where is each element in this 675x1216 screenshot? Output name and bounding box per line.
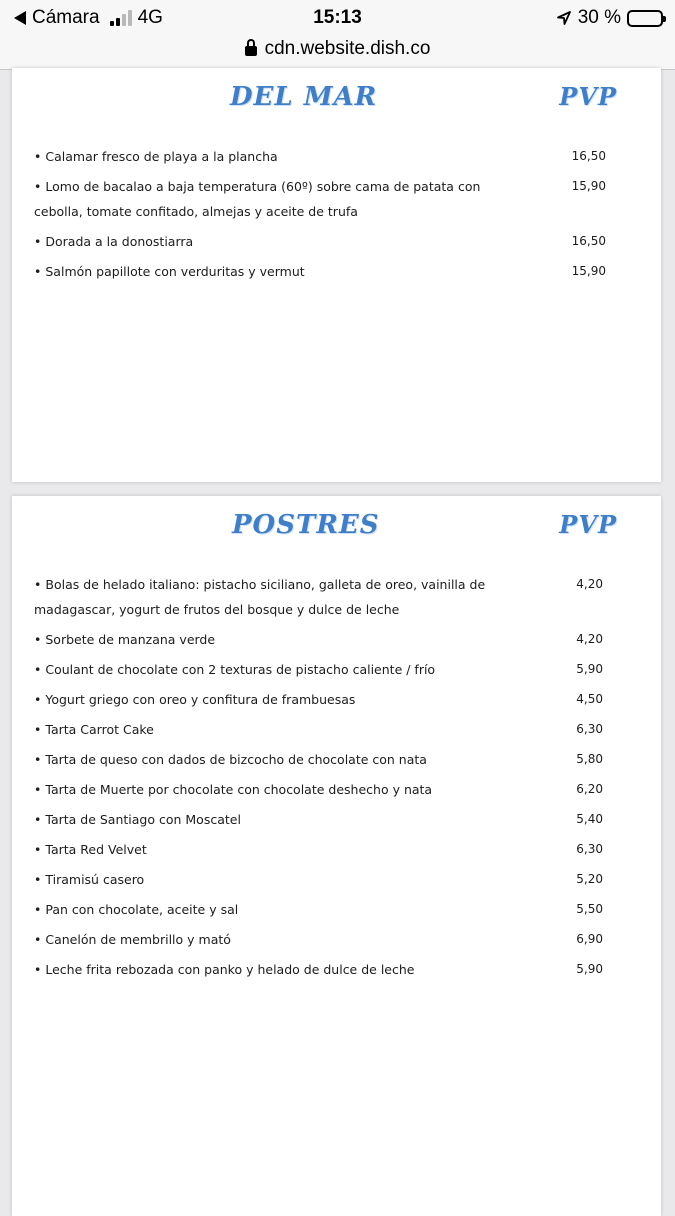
menu-section-del-mar <box>12 68 661 482</box>
section-title: POSTRES <box>232 510 380 540</box>
menu-item: • Salmón papillote con verduritas y vermut 15,90 <box>34 259 661 284</box>
menu-item-price: 5,40 <box>576 812 603 826</box>
menu-item: • Dorada a la donostiarra 16,50 <box>34 229 661 254</box>
menu-item: • Canelón de membrillo y mató 6,90 <box>34 927 661 952</box>
location-arrow-icon <box>556 10 572 26</box>
menu-item-price: 16,50 <box>571 234 606 248</box>
menu-item-price: 6,20 <box>576 782 603 796</box>
menu-item-price: 4,50 <box>576 692 603 706</box>
back-app-label: Cámara <box>32 7 100 28</box>
menu-item: • Tiramisú casero 5,20 <box>34 867 661 892</box>
menu-item: • Tarta de queso con dados de bizcocho de chocolate con nata 5,80 <box>34 747 661 772</box>
menu-item-name: Canelón de membrillo y mató <box>45 932 231 947</box>
menu-item-name: Sorbete de manzana verde <box>45 632 216 647</box>
price-header: PVP <box>559 510 617 539</box>
menu-item-name: Bolas de helado italiano: pistacho siciliano, galleta de oreo, vainilla de madagascar, yogurt de frutos del bosque y dulce de leche <box>34 577 486 617</box>
section-title: DEL MAR <box>230 82 378 112</box>
status-right <box>556 7 663 29</box>
menu-item: • Coulant de chocolate con 2 texturas de pistacho caliente / frío 5,90 <box>34 657 661 682</box>
url-text: cdn.website.dish.co <box>264 38 431 59</box>
menu-item-price: 4,20 <box>576 577 603 591</box>
battery-icon <box>627 10 663 27</box>
menu-item: • Lomo de bacalao a baja temperatura (60º) sobre cama de patata con cebolla, tomate confitado, almejas y aceite de trufa 15,90 <box>34 174 661 224</box>
menu-section-postres <box>12 496 661 1216</box>
menu-item-name: Lomo de bacalao a baja temperatura (60º) sobre cama de patata con cebolla, tomate confitado, almejas y aceite de trufa <box>34 179 481 219</box>
menu-item: • Tarta de Santiago con Moscatel 5,40 <box>34 807 661 832</box>
menu-item-name: Dorada a la donostiarra <box>45 234 194 249</box>
menu-item-price: 4,20 <box>576 632 603 646</box>
lock-icon <box>245 46 257 56</box>
menu-item: • Sorbete de manzana verde 4,20 <box>34 627 661 652</box>
menu-item-list <box>34 144 661 289</box>
menu-item: • Yogurt griego con oreo y confitura de frambuesas 4,50 <box>34 687 661 712</box>
menu-item-name: Coulant de chocolate con 2 texturas de pistacho caliente / frío <box>45 662 436 677</box>
menu-item-price: 6,90 <box>576 932 603 946</box>
menu-item-name: Leche frita rebozada con panko y helado de dulce de leche <box>45 962 415 977</box>
menu-item: • Bolas de helado italiano: pistacho siciliano, galleta de oreo, vainilla de madagascar, yogurt de frutos del bosque y dulce de leche 4,20 <box>34 572 661 622</box>
menu-item-name: Tiramisú casero <box>45 872 145 887</box>
menu-item: • Calamar fresco de playa a la plancha 16,50 <box>34 144 661 169</box>
menu-item-name: Tarta de Muerte por chocolate con chocolate deshecho y nata <box>45 782 433 797</box>
menu-item: • Pan con chocolate, aceite y sal 5,50 <box>34 897 661 922</box>
menu-item: • Tarta de Muerte por chocolate con chocolate deshecho y nata 6,20 <box>34 777 661 802</box>
menu-item-price: 5,80 <box>576 752 603 766</box>
menu-item-price: 15,90 <box>571 264 606 278</box>
menu-item: • Leche frita rebozada con panko y helado de dulce de leche 5,90 <box>34 957 661 982</box>
price-header: PVP <box>559 82 617 111</box>
menu-item-price: 6,30 <box>576 722 603 736</box>
menu-item: • Tarta Carrot Cake 6,30 <box>34 717 661 742</box>
network-label: 4G <box>137 7 163 28</box>
menu-item-name: Pan con chocolate, aceite y sal <box>45 902 239 917</box>
menu-item-name: Yogurt griego con oreo y confitura de frambuesas <box>45 692 356 707</box>
menu-item-name: Tarta Carrot Cake <box>45 722 154 737</box>
menu-item-price: 5,90 <box>576 962 603 976</box>
menu-item: • Tarta Red Velvet 6,30 <box>34 837 661 862</box>
menu-item-name: Tarta de queso con dados de bizcocho de chocolate con nata <box>45 752 427 767</box>
menu-item-name: Calamar fresco de playa a la plancha <box>45 149 278 164</box>
menu-item-price: 6,30 <box>576 842 603 856</box>
status-time: 15:13 <box>313 7 362 28</box>
menu-item-price: 15,90 <box>571 179 606 193</box>
menu-item-name: Salmón papillote con verduritas y vermut <box>45 264 305 279</box>
menu-item-price: 5,90 <box>576 662 603 676</box>
status-bar <box>0 0 675 36</box>
address-bar[interactable] <box>0 36 675 70</box>
menu-item-name: Tarta Red Velvet <box>45 842 147 857</box>
menu-item-name: Tarta de Santiago con Moscatel <box>45 812 241 827</box>
battery-percent: 30 % <box>577 7 621 28</box>
menu-item-price: 5,20 <box>576 872 603 886</box>
menu-item-list <box>34 572 661 987</box>
menu-item-price: 5,50 <box>576 902 603 916</box>
menu-item-price: 16,50 <box>571 149 606 163</box>
